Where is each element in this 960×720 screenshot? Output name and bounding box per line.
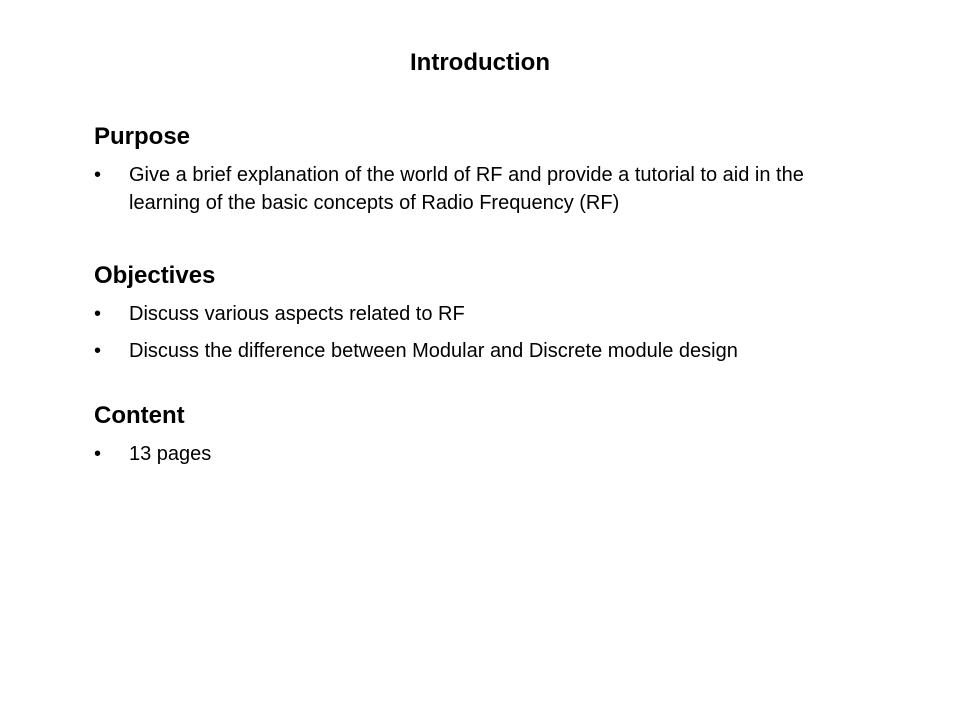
bullet-mark: •	[94, 303, 102, 325]
list-item	[94, 300, 874, 328]
list-item	[94, 440, 874, 468]
section-purpose	[94, 122, 874, 217]
bullet-text: 13 pages	[129, 443, 212, 465]
list-item	[94, 337, 874, 365]
bullet-mark: •	[94, 164, 102, 186]
bullet-list-content	[94, 440, 874, 468]
bullet-mark: •	[94, 340, 102, 362]
section-content	[94, 401, 874, 468]
section-heading-objectives: Objectives	[94, 262, 216, 289]
bullet-text: Discuss the difference between Modular and Discrete module design	[129, 340, 738, 362]
list-item	[94, 161, 879, 217]
page-title: Introduction	[410, 49, 550, 76]
bullet-list-purpose	[94, 161, 874, 217]
section-heading-purpose: Purpose	[94, 123, 191, 150]
bullet-mark: •	[94, 443, 102, 465]
bullet-list-objectives	[94, 300, 874, 365]
bullet-text: Give a brief explanation of the world of RF and provide a tutorial to aid in the learning of the basic concepts of Radio Frequency (RF)	[129, 164, 804, 214]
section-objectives	[94, 261, 874, 365]
bullet-text: Discuss various aspects related to RF	[129, 303, 465, 325]
section-heading-content: Content	[94, 402, 185, 429]
